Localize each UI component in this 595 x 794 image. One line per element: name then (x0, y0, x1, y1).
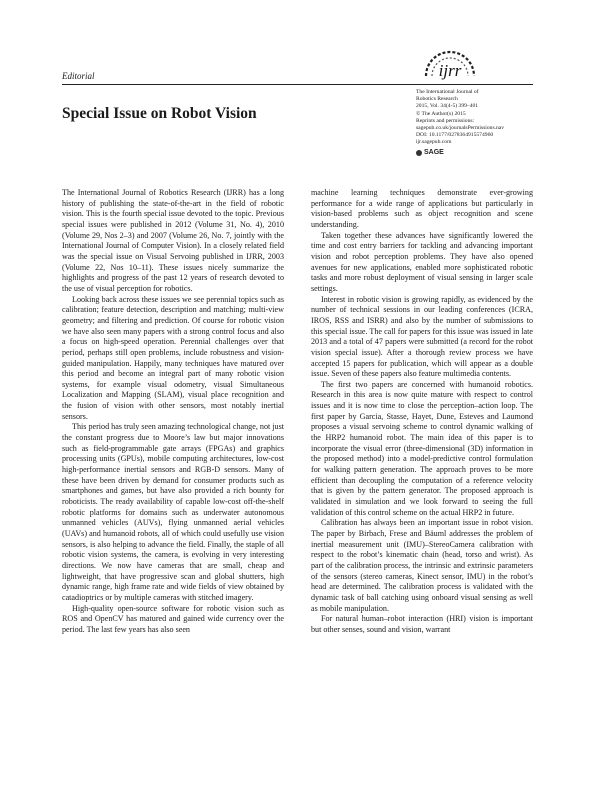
journal-logo (420, 40, 480, 84)
journal-site-link[interactable]: ijr.sagepub.com (416, 139, 452, 146)
header-rule (62, 84, 533, 85)
publisher-name: SAGE (424, 148, 444, 156)
paragraph: The International Journal of Robotics Research (IJRR) has a long history of publishing the state-of-the-art in the field of robotic vision. This is the fourth special issue devoted to the topic. Previous special issues were published in 2012 (Volume 31, No. 4), 2010 (Volume 29, Nos 2–3) and 2007 (Volume 26, No. 7, jointly with the International Journal of Computer Vision). In a closely related field was the special issue on Visual Servoing published in IJRR, 2003 (Volume 22, Nos 10–11). These issues nicely summarize the highlights and progress of the past 12 years of research devoted to the use of visual perception for robotics. (62, 188, 284, 293)
volume-info: 2015, Vol. 34(4-5) 399–401 (416, 103, 479, 110)
copyright: © The Author(s) 2015 (416, 110, 466, 117)
paragraph: Looking back across these issues we see perennial topics such as calibration; feature detection, description and matching; multi-view geometry; and filtering and prediction. Of course for robotic vision we have also seen many papers with a strong control focus and also a focus on high-speed operation. Perennial challenges over that period, perhaps still open problems, include robustness and vision-guided manipulation. Happily, many techniques have matured over this period and become an integral part of many robotic vision systems, for example visual odometry, visual Simultaneous Localization and Mapping (SLAM), visual place recognition and the fusion of vision with other sensors, most notably inertial sensors. (62, 294, 284, 421)
journal-name-line1: The International Journal of (416, 89, 479, 95)
paragraph: Calibration has always been an important issue in robot vision. The paper by Birbach, Frese and Bäuml addresses the problem of inertial measurement unit (IMU)–StereoCamera calibration with respect to the robot’s kinematic chain (head, torso and wrist). As part of the calibration process, the intrinsic and extrinsic parameters of the sensors (stereo cameras, Kinect sensor, IMU) in the robot’s head are determined. The calibration process is validated with the dynamic task of ball catching using onboard visual sensing as well as mobile manipulation. (311, 518, 533, 613)
body-column-left (62, 188, 284, 636)
section-label: Editorial (62, 71, 95, 81)
reprints-label: Reprints and permissions: (416, 117, 475, 124)
paragraph: This period has truly seen amazing technological change, not just the constant progress due to Moore’s law but major innovations such as field-programmable gate arrays (FPGAs) and graphics processing units (GPUs), mobile computing architectures, low-cost high-performance inertial sensors and RGB-D sensors. Many of these have been driven by demand for consumer products such as smartphones and games, but have also provided a rich bounty for roboticists. The ready availability of capable low-cost off-the-shelf robotic platforms for domains such as underwater autonomous unmanned vehicles (AUVs), flying unmanned aerial vehicles (UAVs) and humanoid robots, all of which could usefully use vision sensors, is also helping to advance the field. Finally, the staple of all robotic vision systems, the camera, is evolving in very interesting directions. We now have cameras that are small, cheap and lightweight, that have progressive scan and global shutters, high dynamic range, high frame rate and wide fields of view obtained by catadioptrics or by multiple cameras with stitched imagery. (62, 422, 284, 602)
article-title: Special Issue on Robot Vision (62, 105, 257, 122)
paragraph: Interest in robotic vision is growing rapidly, as evidenced by the number of technical sessions in our leading conferences (ICRA, IROS, RSS and ISRR) and also by the number of submissions to this special issue. The call for papers for this issue was issued in late 2013 and a total of 47 papers were submitted (a record for the robot vision special issue). After a thorough review process we have accepted 15 papers for publication, which will appear as a double issue. Seven of these papers also feature multimedia contents. (311, 294, 533, 379)
sage-icon (416, 150, 422, 156)
journal-name-line2: Robotics Research (416, 96, 458, 103)
paragraph: High-quality open-source software for robotic vision such as ROS and OpenCV has matured and gained wide currency over the period. The last few years has also seen (62, 603, 284, 634)
paragraph: machine learning techniques demonstrate ever-growing performance for a wide range of applications but particularly in vision-based problems such as object recognition and scene understanding. (311, 188, 533, 229)
paragraph: For natural human–robot interaction (HRI) vision is important but other senses, sound and vision, warrant (311, 614, 533, 634)
paragraph: The first two papers are concerned with humanoid robotics. Research in this area is now quite mature with respect to control issues and it is now time to close the perception–action loop. The first paper by Garcia, Stasse, Hayet, Dune, Esteves and Laumond proposes a visual servoing scheme to control dynamic walking of the HRP2 humanoid robot. The main idea of this paper is to incorporate the visual error (three-dimensional (3D) information in the proposed method) into a model-predictive control formulation for walking pattern generation. The approach proves to be more efficient than decoupling the computation of a reference velocity that is given by the pattern generator. The proposed approach is validated in simulation and we look forward to seeing the full validation of this control scheme on the actual HRP2 in future. (311, 379, 533, 517)
body-column-right (311, 188, 533, 636)
permissions-link[interactable]: sagepub.co.uk/journalsPermissions.nav (416, 125, 505, 132)
logo-wordmark: ijrr (438, 61, 462, 80)
journal-meta (416, 89, 546, 157)
publisher-logo (416, 149, 546, 157)
paragraph: Taken together these advances have significantly lowered the time and cost entry barriers for tackling and advancing important vision and robot perception problems. They have also opened avenues for new applications, enabled more sophisticated robotic tasks and more robust deployment of visual sensing in larger scale settings. (311, 230, 533, 293)
doi[interactable]: DOI: 10.1177/0278364915574960 (416, 132, 494, 139)
